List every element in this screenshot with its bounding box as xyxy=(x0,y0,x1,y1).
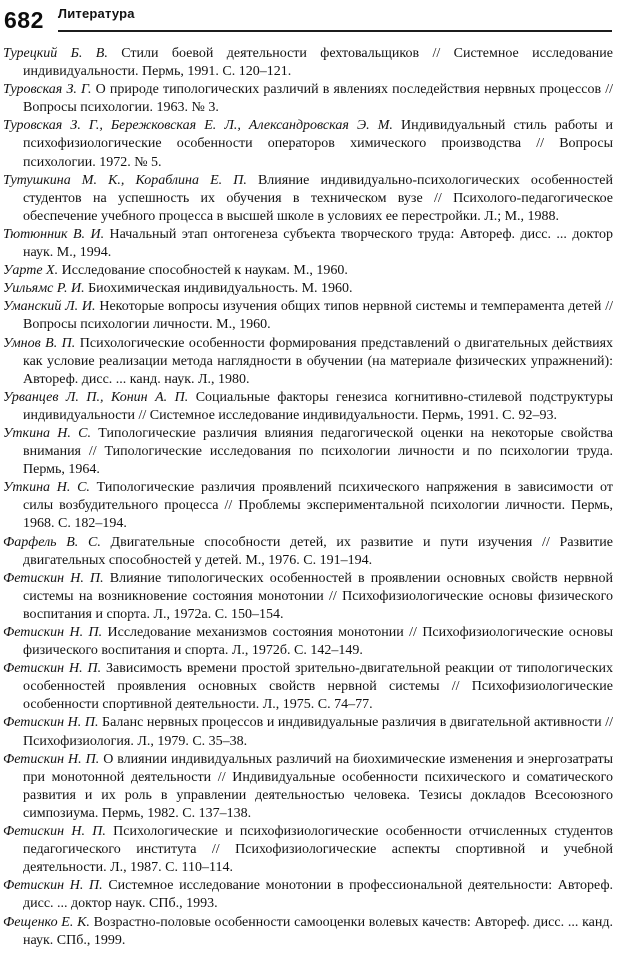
entry-text: Зависимость времени простой зрительно-двигательной реакции от типологических особенностей проявления основных свойств нервной системы // Психофизиологические особенности спортивной деятельности. Л., 1975. С. 74–77. xyxy=(23,661,614,713)
bibliography-entry xyxy=(3,45,613,81)
bibliography-entry xyxy=(3,280,613,298)
entry-text: Системное исследование монотонии в профессиональной деятельности: Автореф. дисс. ... доктор наук. СПб., 1993. xyxy=(23,878,614,912)
entry-authors: Фетискин Н. П. xyxy=(3,751,100,767)
entry-authors: Фещенко Е. К. xyxy=(3,914,90,930)
bibliography-entry xyxy=(3,389,613,425)
bibliography-entry xyxy=(3,425,613,479)
entry-authors: Уарте Х. xyxy=(3,263,59,279)
entry-text: Психологические и психофизиологические особенности отчисленных студентов педагогического института // Психофизиологические аспекты спортивной и учебной деятельности. Л., 1987. С. 110–114. xyxy=(23,824,614,876)
entry-text: Влияние индивидуально-психологических особенностей студентов на успешность их обучения в техническом вузе // Психолого-педагогическое обеспечение учебного процесса в высшей школе в условиях ее перестройки. Л.; М., 1988. xyxy=(23,172,613,224)
entry-text: О влиянии индивидуальных различий на биохимические изменения и энергозатраты при монотонной деятельности // Индивидуальные особенности психического и соматического развития и их роль в управлении деятельностью человека. Тезисы докладов Всесоюзного симпозиума. Пермь, 1982. С. 137–138. xyxy=(23,751,614,821)
entry-text: Стили боевой деятельности фехтовальщиков // Системное исследование индивидуальности. Пермь, 1991. С. 120–121. xyxy=(23,46,614,80)
bibliography-entry xyxy=(3,117,613,171)
entry-authors: Тютюнник В. И. xyxy=(3,226,105,242)
bibliography-entry xyxy=(3,914,613,950)
entry-text: Влияние типологических особенностей в проявлении основных свойств нервной системы на возникновение состояния монотонии // Психофизиологические основы физического воспитания и спорта. Л., 1972а. С. 150–154. xyxy=(23,570,614,622)
entry-authors: Умнов В. П. xyxy=(3,335,76,351)
entry-text: Некоторые вопросы изучения общих типов нервной системы и темперамента детей // Вопросы психологии личности. М., 1960. xyxy=(23,299,613,333)
entry-authors: Фарфель В. С. xyxy=(3,534,101,550)
bibliography-entry xyxy=(3,751,613,823)
entry-text: О природе типологических различий в явлениях последействия нервных процессов // Вопросы психологии. 1963. № 3. xyxy=(23,82,613,116)
entry-authors: Фетискин Н. П. xyxy=(3,715,99,731)
entry-text: Типологические различия проявлений психического напряжения в зависимости от силы возбудительного процесса // Проблемы экспериментальной психологии личности. Пермь, 1968. С. 182–194. xyxy=(23,480,613,532)
bibliography-entry xyxy=(3,335,613,389)
entry-text: Типологические различия влияния педагогической оценки на некоторые свойства внимания // Типологические исследования по психологии личности и по психологии труда. Пермь, 1964. xyxy=(23,425,613,478)
bibliography-entry xyxy=(3,570,613,624)
entry-text: Начальный этап онтогенеза субъекта творческого труда: Автореф. дисс. ... доктор наук. М., 1994. xyxy=(23,226,614,261)
entry-text: Возрастно-половые особенности самооценки волевых качеств: Автореф. дисс. ... канд. наук. СПб., 1999. xyxy=(23,914,613,948)
bibliography-entry xyxy=(3,81,613,117)
entry-text: Исследование способностей к наукам. М., 1960. xyxy=(61,263,348,279)
entry-authors: Фетискин Н. П. xyxy=(3,824,106,840)
entry-authors: Фетискин Н. П. xyxy=(3,570,104,586)
entry-authors: Тутушкина М. К., Кораблина Е. П. xyxy=(3,172,247,188)
entry-text: Баланс нервных процессов и индивидуальные различия в двигательной активности // Психофизиология. Л., 1979. С. 35–38. xyxy=(23,715,614,749)
bibliography-entry xyxy=(3,534,613,570)
bibliography-entry xyxy=(3,660,613,714)
bibliography-entry xyxy=(3,479,613,533)
entry-text: Биохимическая индивидуальность. М. 1960. xyxy=(88,281,353,297)
bibliography-entry xyxy=(3,877,613,913)
entry-authors: Уткина Н. С. xyxy=(3,425,91,441)
entry-authors: Туровская З. Г. xyxy=(3,82,92,98)
entry-authors: Туровская З. Г., Бережковская Е. Л., Александровская Э. М. xyxy=(3,118,393,134)
bibliography-entry xyxy=(3,226,613,262)
bibliography-entry xyxy=(3,262,613,280)
entry-text: Двигательные способности детей, их развитие и пути изучения // Развитие двигательных способностей у детей. М., 1976. С. 191–194. xyxy=(23,534,613,568)
bibliography-entry xyxy=(3,823,613,877)
entry-text: Психологические особенности формирования представлений о двигательных действиях как условие реализации метода наглядности в обучении (на материале физических упражнений): Автореф. дисс. ... канд. наук. Л., 1980. xyxy=(23,335,614,387)
bibliography-list xyxy=(0,45,620,950)
entry-authors: Уманский Л. И. xyxy=(3,299,96,315)
entry-authors: Урванцев Л. П., Конин А. П. xyxy=(3,389,189,405)
bibliography-entry xyxy=(3,172,613,226)
entry-text: Социальные факторы генезиса когнитивно-стилевой подструктуры индивидуальности // Системное исследование индивидуальности. Пермь, 1991. С. 92–93. xyxy=(23,389,613,423)
header-rule xyxy=(58,5,612,32)
running-head-title: Литература xyxy=(57,6,135,21)
bibliography-entry xyxy=(3,714,613,750)
page-number: 682 xyxy=(4,7,44,33)
entry-authors: Уткина Н. С. xyxy=(3,480,90,496)
entry-authors: Уильямс Р. И. xyxy=(3,281,85,297)
entry-authors: Турецкий Б. В. xyxy=(3,46,108,61)
bibliography-entry xyxy=(3,624,613,660)
entry-authors: Фетискин Н. П. xyxy=(3,878,103,894)
page-header xyxy=(0,0,620,32)
entry-text: Исследование механизмов состояния монотонии // Психофизиологические основы физического воспитания и спорта. Л., 1972б. С. 142–149. xyxy=(23,625,614,659)
entry-authors: Фетискин Н. П. xyxy=(3,661,102,677)
bibliography-entry xyxy=(3,298,613,334)
entry-text: Индивидуальный стиль работы и психофизиологические особенности операторов химического производства // Вопросы психологии. 1972. № 5. xyxy=(23,118,614,170)
entry-authors: Фетискин Н. П. xyxy=(3,625,103,640)
